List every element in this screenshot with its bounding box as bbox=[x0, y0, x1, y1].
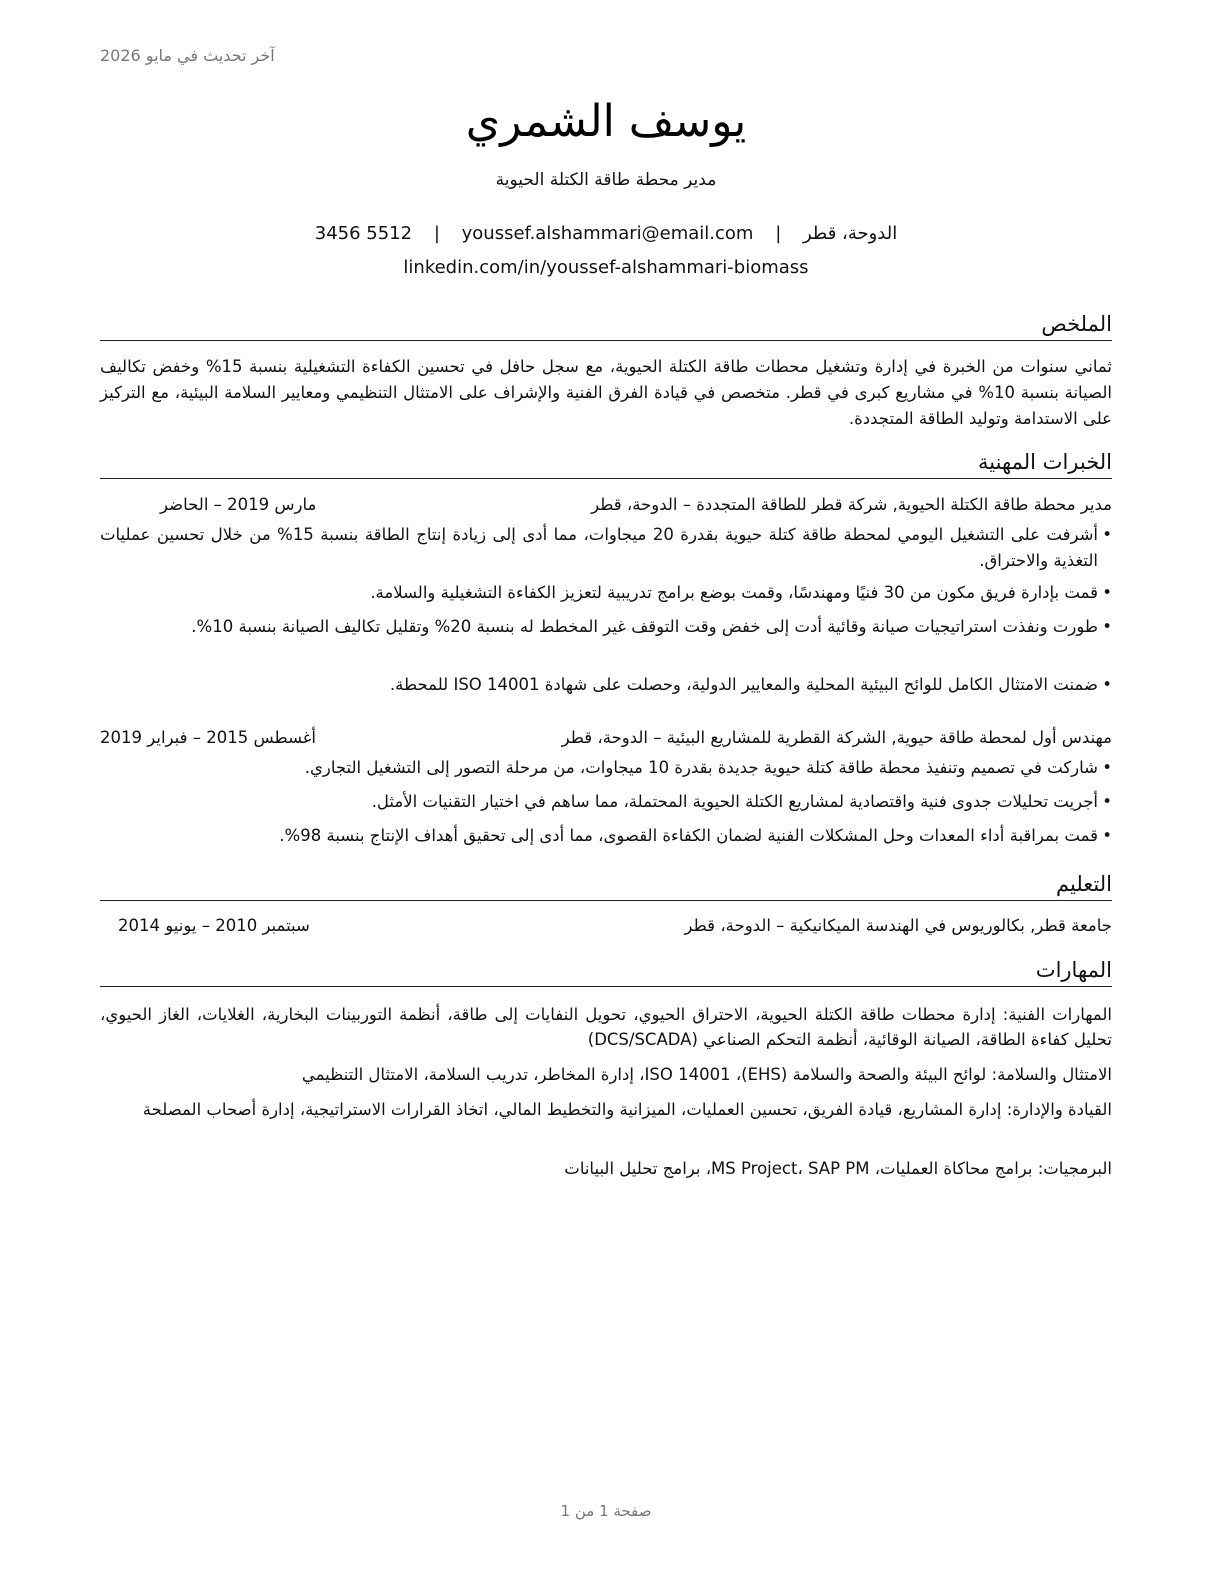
bullet-text: أشرفت على التشغيل اليومي لمحطة طاقة كتلة حيوية بقدرة 20 ميجاوات، مما أدى إلى زيادة إنتاج الطاقة بنسبة 15% من خلال تحسين عمليات التغذية والاحتراق. bbox=[100, 525, 1099, 570]
email-link[interactable]: youssef.alshammari@email.com bbox=[461, 223, 754, 244]
skills-compliance: الامتثال والسلامة: لوائح البيئة والصحة والسلامة (EHS)، ISO 14001، إدارة المخاطر، تدريب السلامة، الامتثال التنظيمي bbox=[301, 1065, 1112, 1084]
experience-heading: الخبرات المهنية bbox=[100, 448, 1112, 479]
list-item bbox=[100, 522, 1112, 574]
bullet-text: شاركت في تصميم وتنفيذ محطة طاقة كتلة حيوية جديدة بقدرة 10 ميجاوات، من مرحلة التصور إلى التشغيل التجاري. bbox=[304, 758, 1098, 777]
list-item bbox=[100, 672, 1112, 698]
skills-technical: المهارات الفنية: إدارة محطات طاقة الكتلة الحيوية، الاحتراق الحيوي، تحويل النفايات إلى طاقة، أنظمة التوربينات البخارية، الغلايات، الغاز الحيوي، تحليل كفاءة الطاقة، الصيانة الوقائية، أنظمة التحكم الصناعي (DCS/SCADA) bbox=[100, 1005, 1112, 1049]
education-entry bbox=[100, 913, 1112, 939]
summary-heading: الملخص bbox=[100, 310, 1112, 341]
bullet-icon: • bbox=[1102, 525, 1112, 544]
job-header bbox=[100, 492, 1112, 518]
list-item bbox=[100, 614, 1112, 640]
location-text: الدوحة، قطر bbox=[803, 223, 898, 244]
bullet-text: ضمنت الامتثال الكامل للوائح البيئية المحلية والمعايير الدولية، وحصلت على شهادة ISO 14001 للمحطة. bbox=[389, 675, 1098, 694]
list-item bbox=[100, 789, 1112, 815]
education-heading: التعليم bbox=[100, 870, 1112, 901]
page-number: صفحة 1 من 1 bbox=[560, 1502, 652, 1520]
job-role: مدير محطة طاقة الكتلة الحيوية, شركة قطر للطاقة المتجددة – الدوحة، قطر bbox=[591, 495, 1112, 514]
summary-text: ثماني سنوات من الخبرة في إدارة وتشغيل محطات طاقة الكتلة الحيوية، مع سجل حافل في تحسين الكفاءة التشغيلية بنسبة 15% وخفض تكاليف الصيانة بنسبة 10% في مشاريع كبرى في قطر. متخصص في قيادة الفرق الفنية والإشراف على الامتثال التنظيمي ومعايير السلامة البيئية، مع التركيز على الاستدامة وتوليد الطاقة المتجددة. bbox=[100, 357, 1112, 428]
last-updated-note: آخر تحديث في مايو 2026 bbox=[100, 46, 275, 65]
bullet-icon: • bbox=[1102, 792, 1112, 811]
list-item bbox=[100, 580, 1112, 606]
bullet-text: قمت بمراقبة أداء المعدات وحل المشكلات الفنية لضمان الكفاءة القصوى، مما أدى إلى تحقيق أهداف الإنتاج بنسبة 98%. bbox=[279, 826, 1098, 845]
bullet-icon: • bbox=[1102, 617, 1112, 636]
linkedin-link[interactable]: linkedin.com/in/youssef-alshammari-biomass bbox=[403, 257, 809, 278]
job-role: مهندس أول لمحطة طاقة حيوية, الشركة القطرية للمشاريع البيئية – الدوحة، قطر bbox=[561, 728, 1112, 747]
job-header bbox=[100, 725, 1112, 751]
education-degree: جامعة قطر, بكالوريوس في الهندسة الميكانيكية – الدوحة، قطر bbox=[684, 916, 1112, 935]
bullet-text: طورت ونفذت استراتيجيات صيانة وقائية أدت إلى خفض وقت التوقف غير المخطط له بنسبة 20% وتقليل تكاليف الصيانة بنسبة 10%. bbox=[191, 617, 1098, 636]
separator: | bbox=[433, 223, 440, 244]
education-dates: سبتمبر 2010 – يونيو 2014 bbox=[118, 916, 310, 935]
bullet-icon: • bbox=[1102, 675, 1112, 694]
bullet-icon: • bbox=[1102, 583, 1112, 602]
candidate-name: يوسف الشمري bbox=[465, 96, 747, 147]
contact-line bbox=[100, 223, 1112, 244]
bullet-icon: • bbox=[1102, 826, 1112, 845]
skills-software: البرمجيات: برامج محاكاة العمليات، MS Project، SAP PM، برامج تحليل البيانات bbox=[564, 1159, 1112, 1178]
bullet-text: قمت بإدارة فريق مكون من 30 فنيًا ومهندسًا، وقمت بوضع برامج تدريبية لتعزيز الكفاءة التشغيلية والسلامة. bbox=[370, 583, 1098, 602]
job-dates: مارس 2019 – الحاضر bbox=[160, 495, 317, 514]
job-dates: أغسطس 2015 – فبراير 2019 bbox=[100, 728, 316, 747]
resume-page bbox=[100, 0, 1112, 1584]
separator: | bbox=[775, 223, 782, 244]
bullet-text: أجريت تحليلات جدوى فنية واقتصادية لمشاريع الكتلة الحيوية المحتملة، مما ساهم في اختيار التقنيات الأمثل. bbox=[371, 792, 1098, 811]
skills-leadership: القيادة والإدارة: إدارة المشاريع، قيادة الفريق، تحسين العمليات، الميزانية والتخطيط المالي، اتخاذ القرارات الاستراتيجية، إدارة أصحاب المصلحة bbox=[142, 1100, 1112, 1119]
phone-text: 3456 5512 bbox=[314, 223, 413, 244]
candidate-title: مدير محطة طاقة الكتلة الحيوية bbox=[495, 170, 717, 190]
list-item bbox=[100, 823, 1112, 849]
skills-heading: المهارات bbox=[100, 956, 1112, 987]
list-item bbox=[100, 755, 1112, 781]
bullet-icon: • bbox=[1102, 758, 1112, 777]
